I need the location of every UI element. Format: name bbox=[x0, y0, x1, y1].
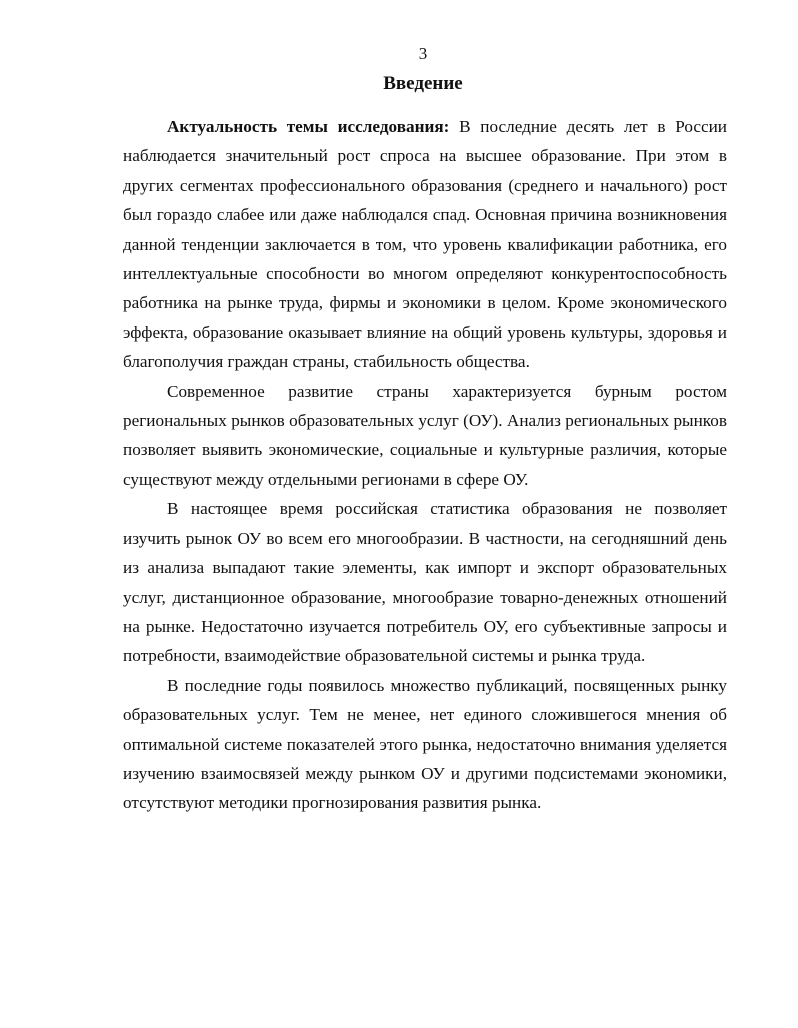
paragraph-3: В настоящее время российская статистика образования не позволяет изучить рынок ОУ во всем его многообразии. В частности, на сегодняшний день из анализа выпадают такие элементы, как импорт и экспорт образовательных услуг, дистанционное образование, многообразие товарно-денежных отношений на рынке. Недостаточно изучается потребитель ОУ, его субъективные запросы и потребности, взаимодействие образовательной системы и рынка труда. bbox=[123, 499, 727, 666]
paragraph-2: Современное развитие страны характеризуется бурным ростом региональных рынков образовательных услуг (ОУ). Анализ региональных рынков позволяет выявить экономические, социальные и культурные различия, которые существуют между отдельными регионами в сфере ОУ. bbox=[123, 381, 727, 489]
page-title: Введение bbox=[383, 73, 463, 94]
paragraph-4: В последние годы появилось множество публикаций, посвященных рынку образовательных услуг. Тем не менее, нет единого сложившегося мнения об оптимальной системе показателей этого рынка, недостаточно внимания уделяется изучению взаимосвязей между рынком ОУ и другими подсистемами экономики, отсутствуют методики прогнозирования развития рынка. bbox=[123, 675, 727, 813]
page-number: 3 bbox=[418, 44, 428, 63]
paragraph-lead: Актуальность темы исследования: bbox=[167, 117, 450, 136]
paragraph-1 bbox=[123, 112, 727, 377]
paragraph-text: В последние десять лет в России наблюдается значительный рост спроса на высшее образование. При этом в других сегментах профессионального образования (среднего и начального) рост был гораздо слабее или даже наблюдался спад. Основная причина возникновения данной тенденции заключается в том, что уровень квалификации работника, его интеллектуальные способности во многом определяют конкурентоспособность работника на рынке труда, фирмы и экономики в целом. Кроме экономического эффекта, образование оказывает влияние на общий уровень культуры, здоровья и благополучия граждан страны, стабильность общества. bbox=[123, 117, 727, 372]
document-body bbox=[123, 112, 727, 818]
